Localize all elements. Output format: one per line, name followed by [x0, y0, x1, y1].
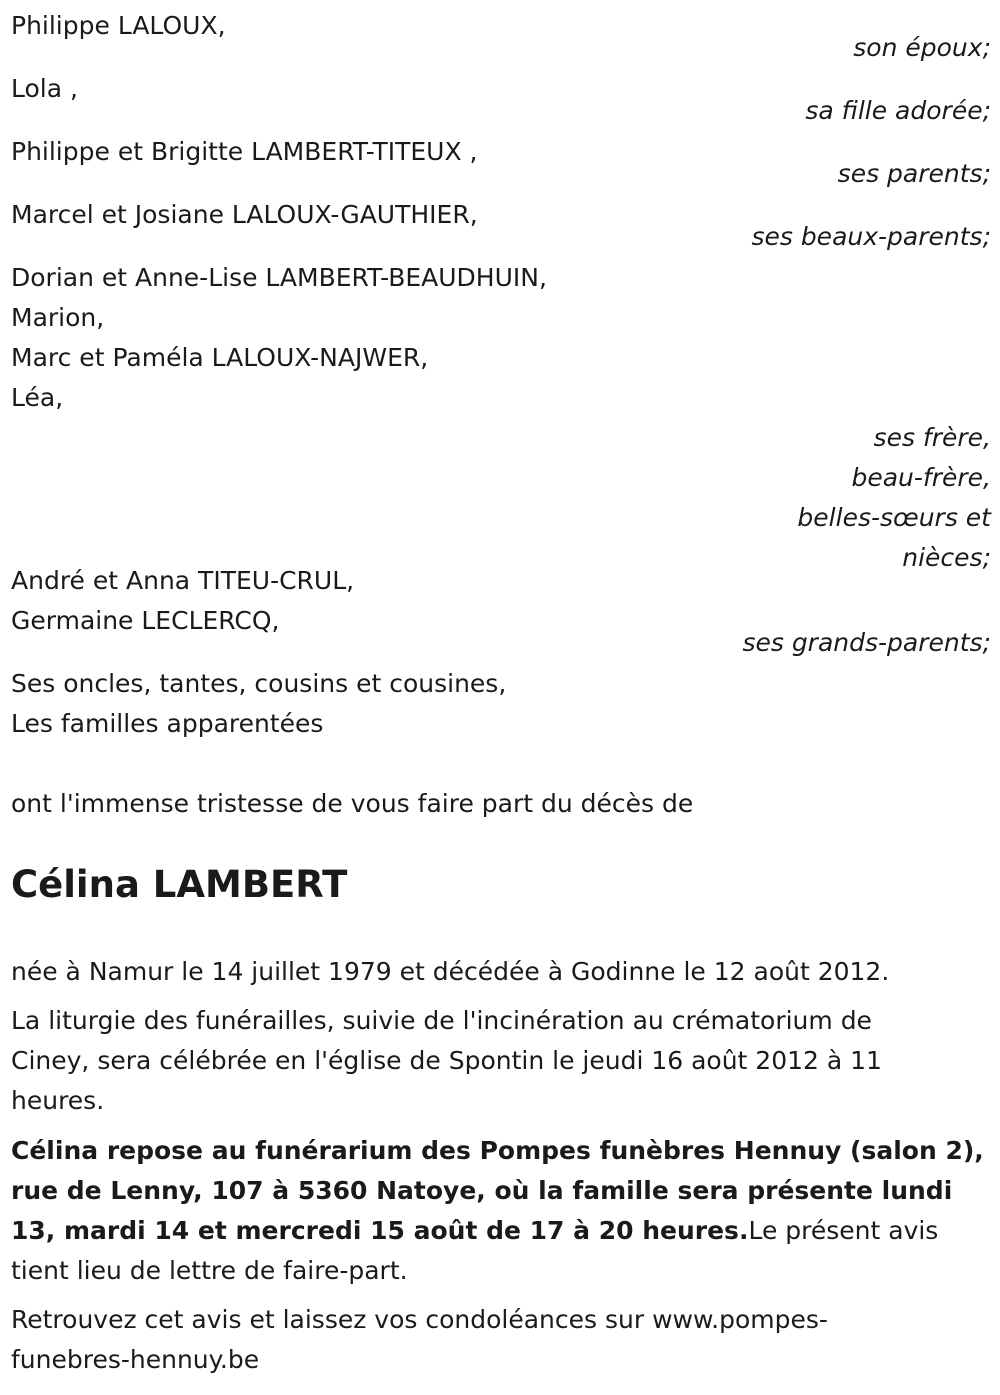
family-group-parents	[11, 132, 991, 194]
family-group-siblings	[11, 258, 991, 578]
condolences-text: Retrouvez cet avis et laissez vos condoléances sur www.pompes-funebres-hennuy.be	[11, 1305, 828, 1374]
family-group-extended	[11, 664, 991, 744]
family-group-grandparents	[11, 561, 991, 663]
family-name-line: Marc et Paméla LALOUX-NAJWER,	[11, 343, 429, 372]
family-name-line: Léa,	[11, 383, 64, 412]
family-name-line: Germaine LECLERCQ,	[11, 606, 280, 635]
relation-label: sa fille adorée;	[805, 96, 991, 125]
family-name-line: Philippe et Brigitte LAMBERT-TITEUX ,	[11, 137, 478, 166]
relation-label: nièces;	[902, 543, 991, 572]
relation-label: ses frère,	[873, 423, 991, 452]
relation-label: ses beaux-parents;	[751, 222, 991, 251]
relation-label: ses grands-parents;	[742, 628, 991, 657]
family-name-line: Dorian et Anne-Lise LAMBERT-BEAUDHUIN,	[11, 263, 547, 292]
family-name-line: Lola ,	[11, 74, 78, 103]
relation-label: son époux;	[853, 33, 991, 62]
family-name-line: Marion,	[11, 303, 105, 332]
relation-label: beau-frère,	[851, 463, 991, 492]
relation-label: ses parents;	[837, 159, 991, 188]
family-group-spouse	[11, 6, 991, 68]
visitation-rest-text: Le présent avis tient lieu de lettre de faire-part.	[11, 1216, 939, 1285]
visitation-paragraph	[11, 1131, 986, 1291]
family-name-line: Marcel et Josiane LALOUX-GAUTHIER,	[11, 200, 478, 229]
family-name-line: André et Anna TITEU-CRUL,	[11, 566, 355, 595]
family-name-line: Les familles apparentées	[11, 709, 324, 738]
family-group-daughter	[11, 69, 991, 131]
funeral-text: La liturgie des funérailles, suivie de l'incinération au crématorium de Ciney, sera célébrée en l'église de Spontin le jeudi 16 août 2012 à 11 heures.	[11, 1006, 882, 1115]
family-group-parents-in-law	[11, 195, 991, 257]
announcement-text: ont l'immense tristesse de vous faire part du décès de	[11, 789, 694, 818]
deceased-name: Célina LAMBERT	[11, 863, 348, 906]
visitation-bold-text: Célina repose au funérarium des Pompes funèbres Hennuy (salon 2), rue de Lenny, 107 à 5360 Natoye, où la famille sera présente lundi 13, mardi 14 et mercredi 15 août de 17 à 20 heures.	[11, 1136, 984, 1245]
family-name-line: Ses oncles, tantes, cousins et cousines,	[11, 669, 507, 698]
relation-label: belles-sœurs et	[797, 503, 991, 532]
birth-death-text: née à Namur le 14 juillet 1979 et décédée à Godinne le 12 août 2012.	[11, 957, 890, 986]
family-name-line: Philippe LALOUX,	[11, 11, 226, 40]
